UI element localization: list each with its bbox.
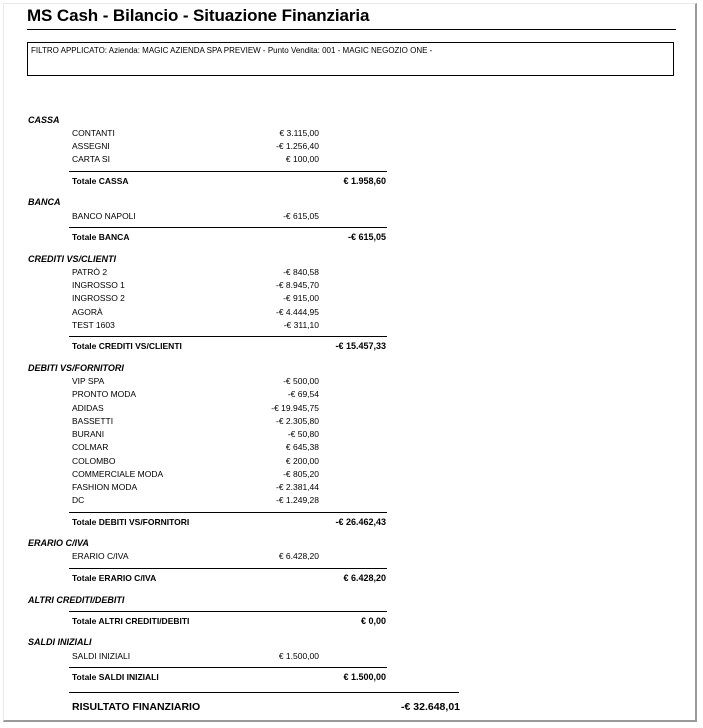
item-label: DC [72, 495, 85, 505]
total-value-debiti: -€ 26.462,43 [335, 517, 386, 527]
section-title-banca: BANCA [28, 197, 61, 207]
item-label: BASSETTI [72, 416, 114, 426]
total-value-altri: € 0,00 [360, 616, 386, 626]
item-label: CONTANTI [72, 128, 115, 138]
result-value: -€ 32.648,01 [401, 701, 460, 713]
item-label: PRONTO MODA [72, 389, 137, 399]
item-label: COMMERCIALE MODA [72, 469, 164, 479]
result-label: RISULTATO FINANZIARIO [72, 701, 201, 713]
item-value: -€ 1.256,40 [275, 141, 319, 151]
item-label: CARTA SI [72, 154, 110, 164]
total-value-erario: € 6.428,20 [343, 573, 386, 583]
item-label: COLMAR [72, 442, 109, 452]
item-value: -€ 840,58 [283, 267, 319, 277]
section-title-cassa: CASSA [28, 115, 60, 125]
total-label-banca: Totale BANCA [72, 232, 130, 242]
item-value: -€ 19.945,75 [271, 403, 319, 413]
item-value: € 1.500,00 [278, 651, 319, 661]
item-label: INGROSSO 2 [72, 293, 125, 303]
total-rule [69, 568, 387, 569]
item-value: -€ 50,80 [287, 429, 319, 439]
item-label: BANCO NAPOLI [72, 211, 136, 221]
total-rule [69, 171, 387, 172]
item-label: PATRÒ 2 [72, 267, 108, 277]
item-value: € 100,00 [285, 154, 319, 164]
item-label: VIP SPA [72, 376, 105, 386]
filter-box [27, 42, 674, 76]
item-value: -€ 4.444,95 [275, 307, 319, 317]
total-rule [69, 667, 387, 668]
result-rule [69, 692, 459, 693]
item-label: ERARIO C/IVA [72, 551, 129, 561]
item-label: COLOMBO [72, 456, 116, 466]
item-label: AGORÀ [72, 307, 103, 317]
total-rule [69, 611, 387, 612]
item-value: € 3.115,00 [279, 128, 319, 138]
total-rule [69, 512, 387, 513]
section-title-erario: ERARIO C/IVA [28, 538, 89, 548]
item-label: BURANI [72, 429, 105, 439]
item-value: -€ 69,54 [287, 389, 319, 399]
total-rule [69, 336, 387, 337]
total-rule [69, 227, 387, 228]
item-value: € 200,00 [285, 456, 319, 466]
item-value: € 645,38 [285, 442, 319, 452]
total-value-saldi: € 1.500,00 [343, 672, 386, 682]
item-label: SALDI INIZIALI [72, 651, 131, 661]
item-label: ADIDAS [72, 403, 104, 413]
total-label-crediti: Totale CREDITI VS/CLIENTI [72, 341, 182, 351]
total-label-debiti: Totale DEBITI VS/FORNITORI [72, 517, 190, 527]
item-value: -€ 805,20 [283, 469, 319, 479]
item-value: -€ 915,00 [283, 293, 319, 303]
item-value: -€ 2.305,80 [275, 416, 319, 426]
section-title-saldi: SALDI INIZIALI [28, 637, 92, 647]
report-title: MS Cash - Bilancio - Situazione Finanziaria [27, 6, 370, 25]
title-rule [27, 29, 676, 30]
item-value: -€ 500,00 [283, 376, 319, 386]
total-value-banca: -€ 615,05 [347, 232, 386, 242]
total-value-crediti: -€ 15.457,33 [335, 341, 386, 351]
item-value: -€ 615,05 [283, 211, 319, 221]
item-label: INGROSSO 1 [72, 280, 125, 290]
item-label: ASSEGNI [72, 141, 110, 151]
item-label: TEST 1603 [72, 320, 115, 330]
total-label-cassa: Totale CASSA [72, 176, 129, 186]
section-title-debiti: DEBITI VS/FORNITORI [28, 363, 124, 373]
total-label-altri: Totale ALTRI CREDITI/DEBITI [72, 616, 190, 626]
item-value: € 6.428,20 [278, 551, 319, 561]
item-value: -€ 8.945,70 [275, 280, 319, 290]
total-label-erario: Totale ERARIO C/IVA [72, 573, 157, 583]
item-value: -€ 311,10 [283, 320, 319, 330]
total-label-saldi: Totale SALDI INIZIALI [72, 672, 159, 682]
item-value: -€ 1.249,28 [275, 495, 319, 505]
filter-text: FILTRO APPLICATO: Azienda: MAGIC AZIENDA SPA PREVIEW - Punto Vendita: 001 - MAGIC NEGOZIO ONE - [31, 46, 433, 55]
section-title-crediti: CREDITI VS/CLIENTI [28, 254, 117, 264]
item-label: FASHION MODA [72, 482, 138, 492]
total-value-cassa: € 1.958,60 [343, 176, 386, 186]
section-title-altri: ALTRI CREDITI/DEBITI [28, 595, 125, 605]
item-value: -€ 2.381,44 [275, 482, 319, 492]
